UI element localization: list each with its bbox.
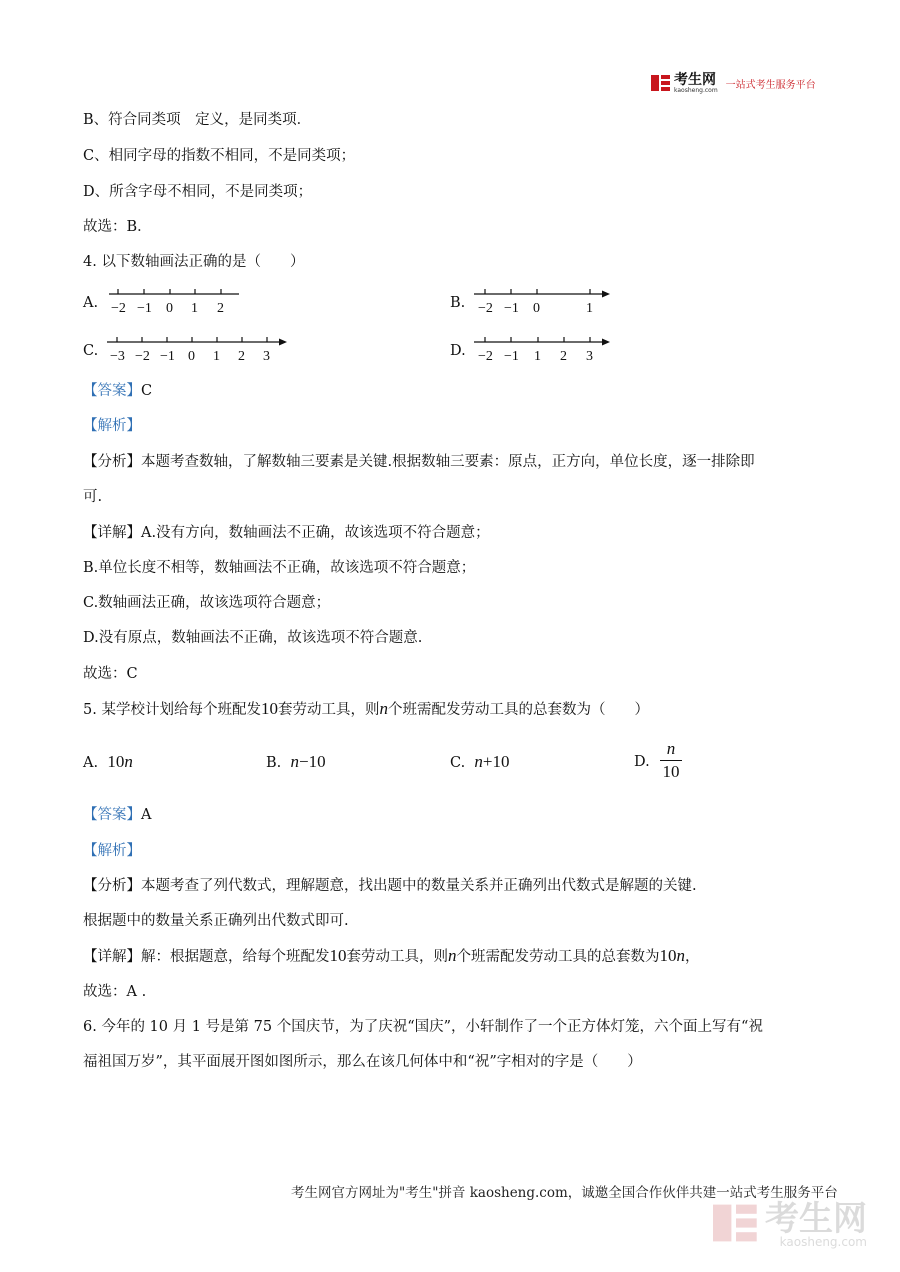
xiangjie-text: 个班需配发劳动工具的总套数为 (456, 949, 660, 965)
stem-text: 套劳动工具，则 (277, 702, 380, 718)
q5-fenxi-line-2: 根据题中的数量关系正确列出代数式即可. (83, 913, 349, 929)
stem-text: 5. 某学校计划给每个班配发 (83, 702, 261, 718)
q4b-tick-label: 1 (586, 301, 593, 316)
q4d-tick-label: 3 (586, 349, 593, 364)
xiangjie-result-variable: n (676, 946, 685, 965)
option-variable: n (124, 752, 133, 771)
q4c-tick-label: 3 (263, 349, 270, 364)
q5-option-d-fraction (660, 740, 682, 781)
option-label: A. (83, 755, 99, 771)
q6-stem-line-2: 福祖国万岁”，其平面展开图如图所示，那么在该几何体中和“祝”字相对的字是（ ） (83, 1054, 642, 1070)
xiangjie-text: A.没有方向，数轴画法不正确，故该选项不符合题意； (141, 525, 490, 541)
fenxi-text: 本题考查数轴，了解数轴三要素是关键.根据数轴三要素：原点，正方向，单位长度，逐一排除即 (141, 454, 755, 470)
watermark (713, 1200, 867, 1250)
xiangjie-text: 套劳动工具，则 (346, 949, 448, 965)
watermark-name: 考生网 (765, 1199, 867, 1239)
q5-analysis-heading (83, 841, 141, 861)
q4-analysis-heading (83, 416, 141, 436)
q4-xiangjie-d: D.没有原点，数轴画法不正确，故该选项不符合题意. (83, 630, 423, 646)
fenxi-tag: 【分析】 (83, 878, 141, 894)
option-label: B. (266, 755, 282, 771)
q4c-tick-label: 0 (188, 349, 195, 364)
stem-variable: n (379, 699, 388, 718)
q4-stem: 4. 以下数轴画法正确的是（ ） (83, 254, 305, 270)
option-variable: n (474, 752, 483, 771)
q4b-tick-label: 0 (533, 301, 540, 316)
q5-stem (83, 699, 649, 720)
watermark-text (765, 1199, 867, 1249)
xiangjie-tag: 【详解】 (83, 525, 141, 541)
watermark-domain: kaosheng.com (779, 1235, 867, 1249)
q4d-tick-label: −2 (478, 349, 493, 364)
q4b-tick-label: −1 (504, 301, 519, 316)
kaosheng-logo-icon (651, 73, 671, 93)
option-expression: −10 (298, 752, 326, 771)
q5-xiangjie (83, 946, 700, 967)
q4-option-c-axis (105, 331, 291, 367)
header-slogan: 一站式考生服务平台 (725, 79, 816, 91)
q5-answer (83, 805, 151, 825)
q4d-tick-label: 1 (534, 349, 541, 364)
q4-xiangjie-b: B.单位长度不相等，数轴画法不正确，故该选项不符合题意； (83, 560, 476, 576)
q4-choice: 故选：C (83, 666, 138, 682)
q4a-tick-label: 1 (191, 301, 198, 316)
q4d-tick-label: −1 (504, 349, 519, 364)
q4d-tick-label: 2 (560, 349, 567, 364)
q4-fenxi-line-1 (83, 452, 755, 472)
answer-value: A (141, 807, 152, 823)
xiangjie-text: ， (685, 949, 700, 965)
q4-fenxi-line-2: 可. (83, 489, 103, 505)
q4c-tick-label: 2 (238, 349, 245, 364)
q4-option-d-axis (472, 331, 614, 367)
analysis-tag: 【解析】 (83, 418, 141, 434)
answer-tag: 【答案】 (83, 383, 141, 399)
answer-tag: 【答案】 (83, 807, 141, 823)
header-logo (651, 72, 816, 94)
fenxi-tag: 【分析】 (83, 454, 141, 470)
q6-stem-line-1: 6. 今年的 10 月 1 号是第 75 个国庆节，为了庆祝“国庆”，小轩制作了一个正方体灯笼，六个面上写有“祝 (83, 1019, 763, 1035)
q4-option-a-axis (105, 283, 245, 319)
q4c-tick-label: 1 (213, 349, 220, 364)
q3-choice: 故选：B． (83, 219, 152, 235)
analysis-tag: 【解析】 (83, 843, 141, 859)
watermark-logo-icon (713, 1200, 759, 1250)
fraction-numerator: n (666, 739, 676, 758)
stem-text: 个班需配发劳动工具的总套数为（ ） (387, 702, 649, 718)
option-expression: +10 (482, 752, 510, 771)
q3-option-c-explain: C、相同字母的指数不相同，不是同类项； (83, 148, 356, 164)
xiangjie-number: 10 (329, 946, 347, 965)
q3-option-b-explain: B、符合同类项 定义，是同类项． (83, 112, 312, 128)
q5-option-d-label: D. (634, 754, 650, 770)
option-label: C. (450, 755, 466, 771)
page-footer: 考生网官方网址为"考生"拼音 kaosheng.com，诚邀全国合作伙伴共建一站式考生服务平台 (291, 1185, 838, 1201)
q4c-tick-label: −2 (135, 349, 150, 364)
fraction-denominator: 10 (662, 762, 680, 781)
logo-text (674, 73, 718, 94)
q4-xiangjie-c: C.数轴画法正确，故该选项符合题意； (83, 595, 331, 611)
q4-option-d-label: D. (450, 343, 466, 359)
q4-option-b-axis (472, 283, 614, 319)
xiangjie-tag: 【详解】 (83, 949, 141, 965)
xiangjie-text: 解：根据题意，给每个班配发 (141, 949, 330, 965)
q4-xiangjie-a (83, 523, 490, 543)
option-variable: n (290, 752, 299, 771)
logo-name: 考生网 (674, 71, 716, 88)
option-number: 10 (107, 752, 125, 771)
q5-option-b (266, 752, 326, 773)
fenxi-text: 本题考查了列代数式，理解题意，找出题中的数量关系并正确列出代数式是解题的关键. (141, 878, 697, 894)
q4a-tick-label: 0 (166, 301, 173, 316)
logo-domain: kaosheng.com (674, 86, 718, 94)
q4-answer (83, 381, 152, 401)
fraction-bar (660, 760, 682, 761)
xiangjie-result-number: 10 (659, 946, 677, 965)
q3-option-d-explain: D、所含字母不相同，不是同类项； (83, 184, 313, 200)
q4-option-b-label: B. (450, 295, 466, 311)
stem-number: 10 (260, 699, 278, 718)
q4a-tick-label: −2 (111, 301, 126, 316)
q4a-tick-label: −1 (137, 301, 152, 316)
q5-fenxi-line-1 (83, 876, 697, 896)
answer-value: C (141, 383, 153, 399)
q4c-tick-label: −3 (110, 349, 125, 364)
q5-choice: 故选：A . (83, 984, 147, 1000)
q4a-tick-label: 2 (217, 301, 224, 316)
q4c-tick-label: −1 (160, 349, 175, 364)
q4-option-c-label: C. (83, 343, 99, 359)
xiangjie-variable: n (448, 946, 457, 965)
q4-option-a-label: A. (83, 295, 99, 311)
q5-option-a (83, 752, 133, 773)
q5-option-c (450, 752, 510, 773)
q4b-tick-label: −2 (478, 301, 493, 316)
